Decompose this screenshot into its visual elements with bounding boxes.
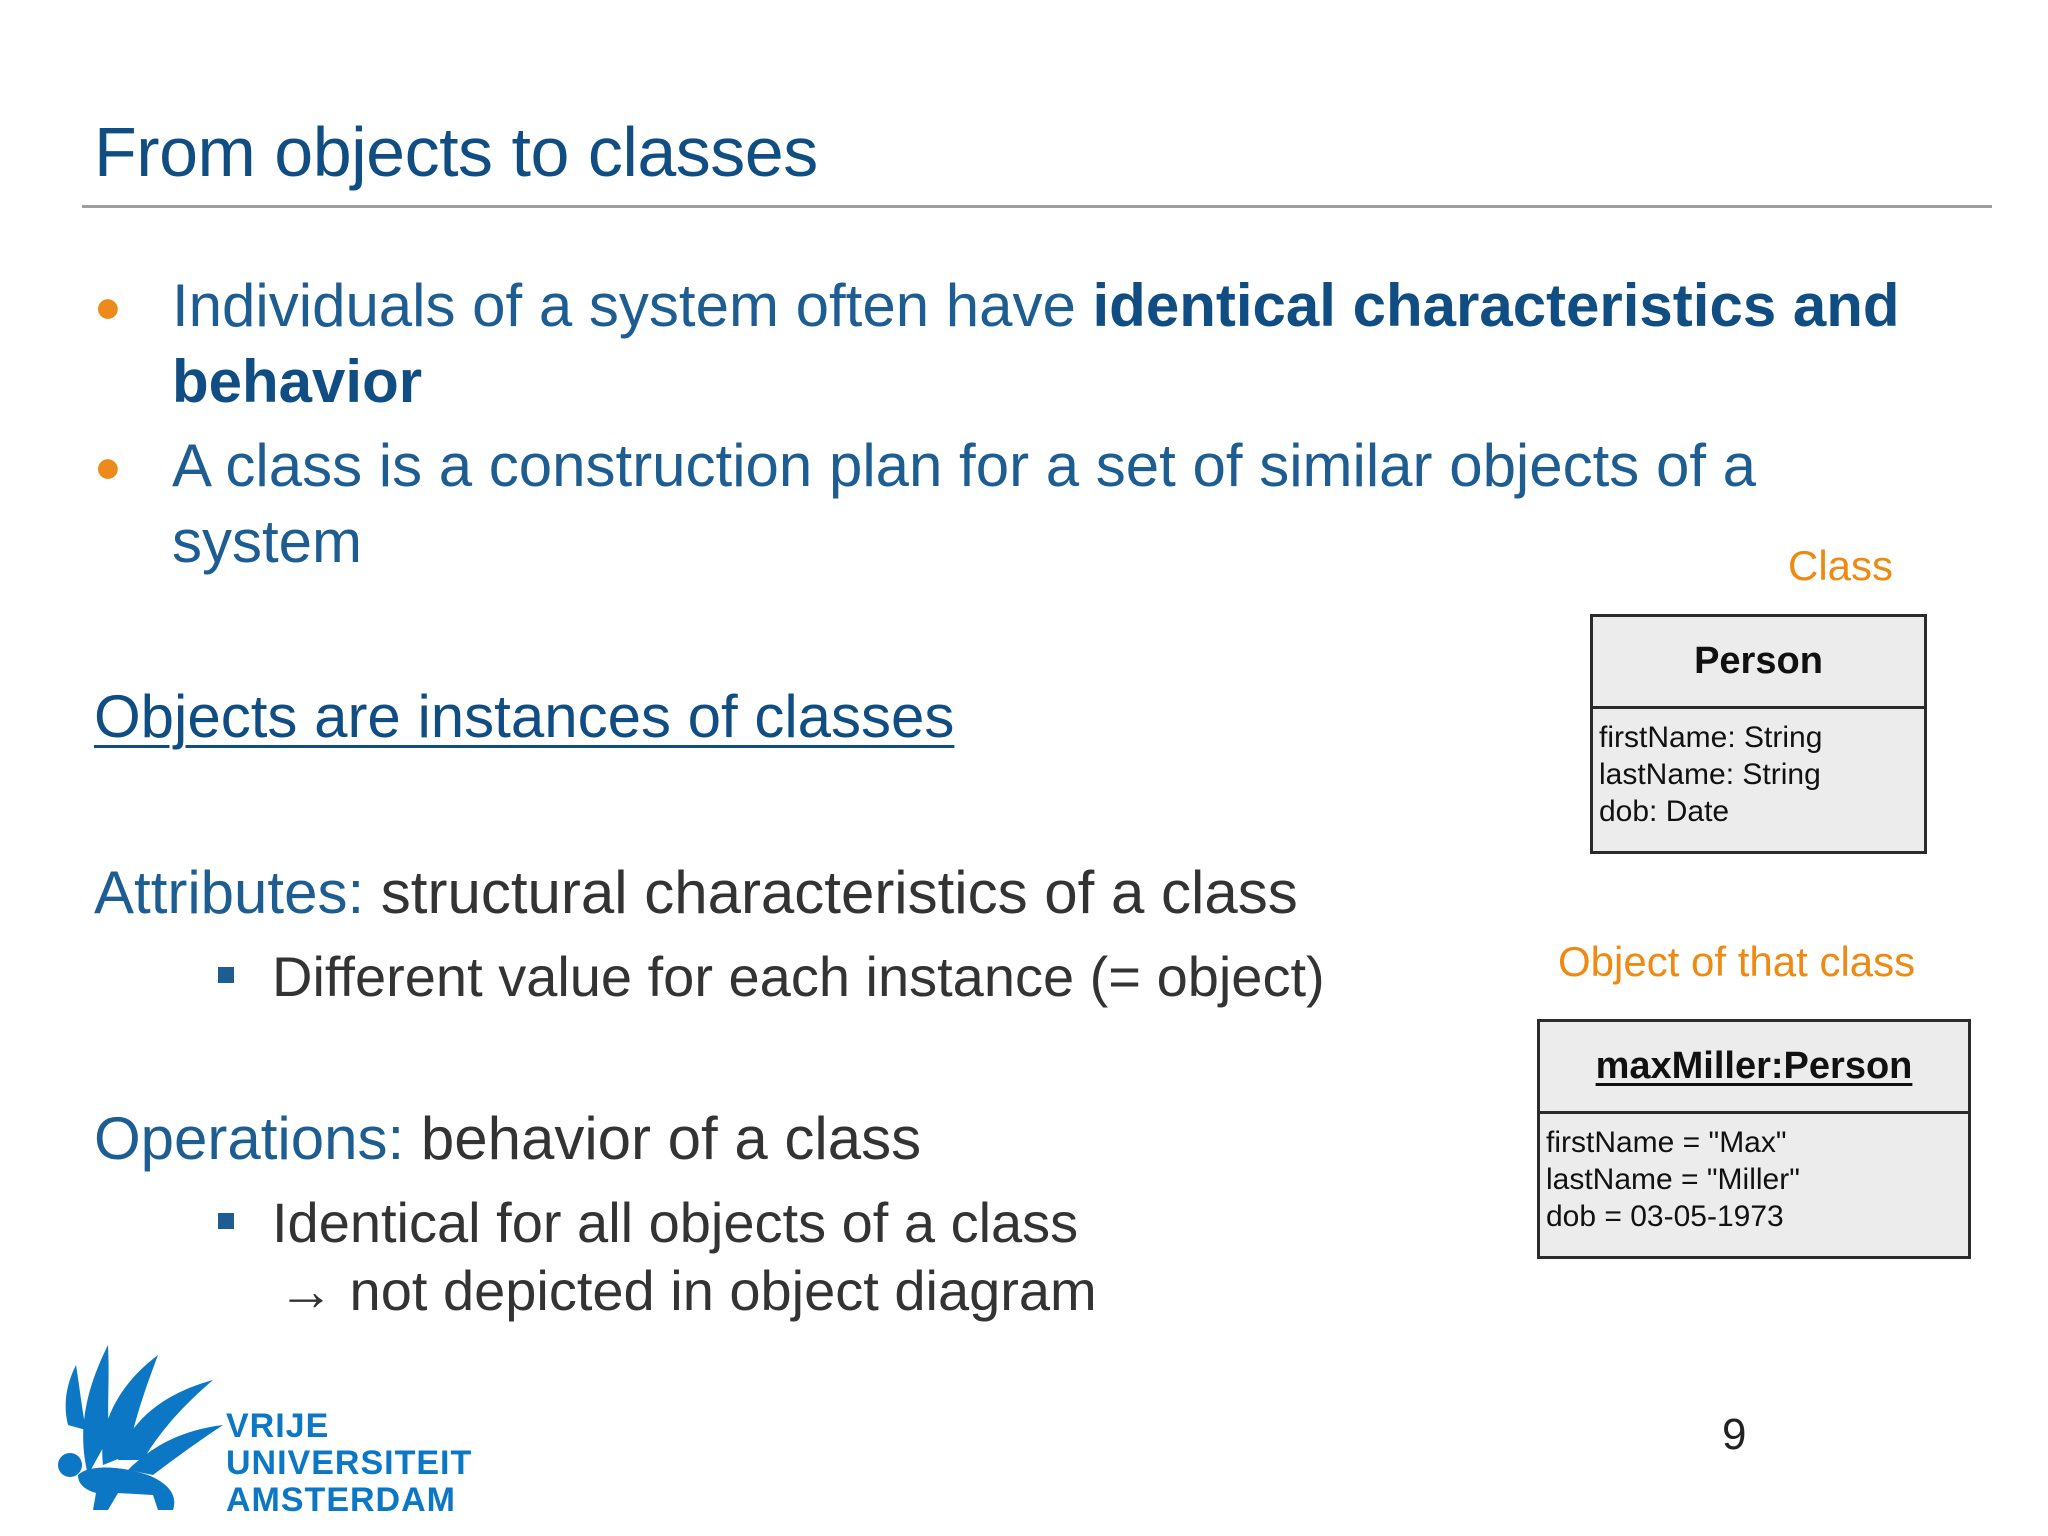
- attributes-term: Attributes:: [94, 859, 365, 926]
- object-attribute: dob = 03-05-1973: [1546, 1200, 1784, 1233]
- bullet-dot-icon: ●: [94, 440, 122, 492]
- griffin-icon: [48, 1325, 228, 1515]
- slide-title: From objects to classes: [94, 113, 818, 191]
- bullet-item: [94, 428, 1934, 580]
- object-caption: Object of that class: [1558, 938, 1916, 985]
- class-attribute: firstName: String: [1599, 721, 1823, 754]
- class-attribute: lastName: String: [1599, 758, 1821, 791]
- logo-line: AMSTERDAM: [226, 1481, 456, 1519]
- attributes-subitem-text: Different value for each instance (= object): [272, 945, 1325, 1008]
- operations-description: behavior of a class: [404, 1105, 922, 1172]
- object-attribute: lastName = "Miller": [1546, 1163, 1800, 1196]
- bullet-text: A class is a construction plan for a set of similar objects of a system: [172, 432, 1757, 575]
- object-attributes: [1540, 1114, 1968, 1235]
- square-bullet-icon: [218, 1213, 234, 1229]
- class-name: Person: [1593, 617, 1924, 709]
- object-name: maxMiller:Person: [1540, 1022, 1968, 1114]
- object-box: [1537, 1019, 1971, 1259]
- operations-subitem: [218, 1190, 1078, 1255]
- object-attribute: firstName = "Max": [1546, 1126, 1787, 1159]
- university-logo-text: [226, 1408, 472, 1519]
- bullet-bold-text: identical characteristics and behavior: [172, 272, 1900, 415]
- attributes-description: structural characteristics of a class: [364, 859, 1298, 926]
- operations-term: Operations:: [94, 1105, 405, 1172]
- bullet-text: Individuals of a system often have: [172, 272, 1093, 339]
- attributes-heading: [94, 858, 1298, 927]
- operations-heading: [94, 1104, 921, 1173]
- attributes-subitem: [218, 944, 1325, 1009]
- class-box: [1590, 614, 1927, 854]
- bullet-list: [94, 268, 1934, 588]
- class-attributes: [1593, 709, 1924, 830]
- title-divider: [82, 205, 1992, 208]
- operations-subitem-continuation: → not depicted in object diagram: [278, 1259, 1097, 1322]
- bullet-dot-icon: ●: [94, 280, 122, 332]
- square-bullet-icon: [218, 967, 234, 983]
- logo-line: VRIJE: [226, 1407, 330, 1445]
- page-number: 9: [1722, 1410, 1747, 1459]
- logo-line: UNIVERSITEIT: [226, 1444, 473, 1482]
- class-caption: Class: [1788, 542, 1894, 589]
- operations-subitem-text: Identical for all objects of a class: [272, 1191, 1079, 1254]
- bullet-item: [94, 268, 1934, 420]
- section-heading-link[interactable]: Objects are instances of classes: [94, 683, 955, 750]
- class-attribute: dob: Date: [1599, 795, 1730, 828]
